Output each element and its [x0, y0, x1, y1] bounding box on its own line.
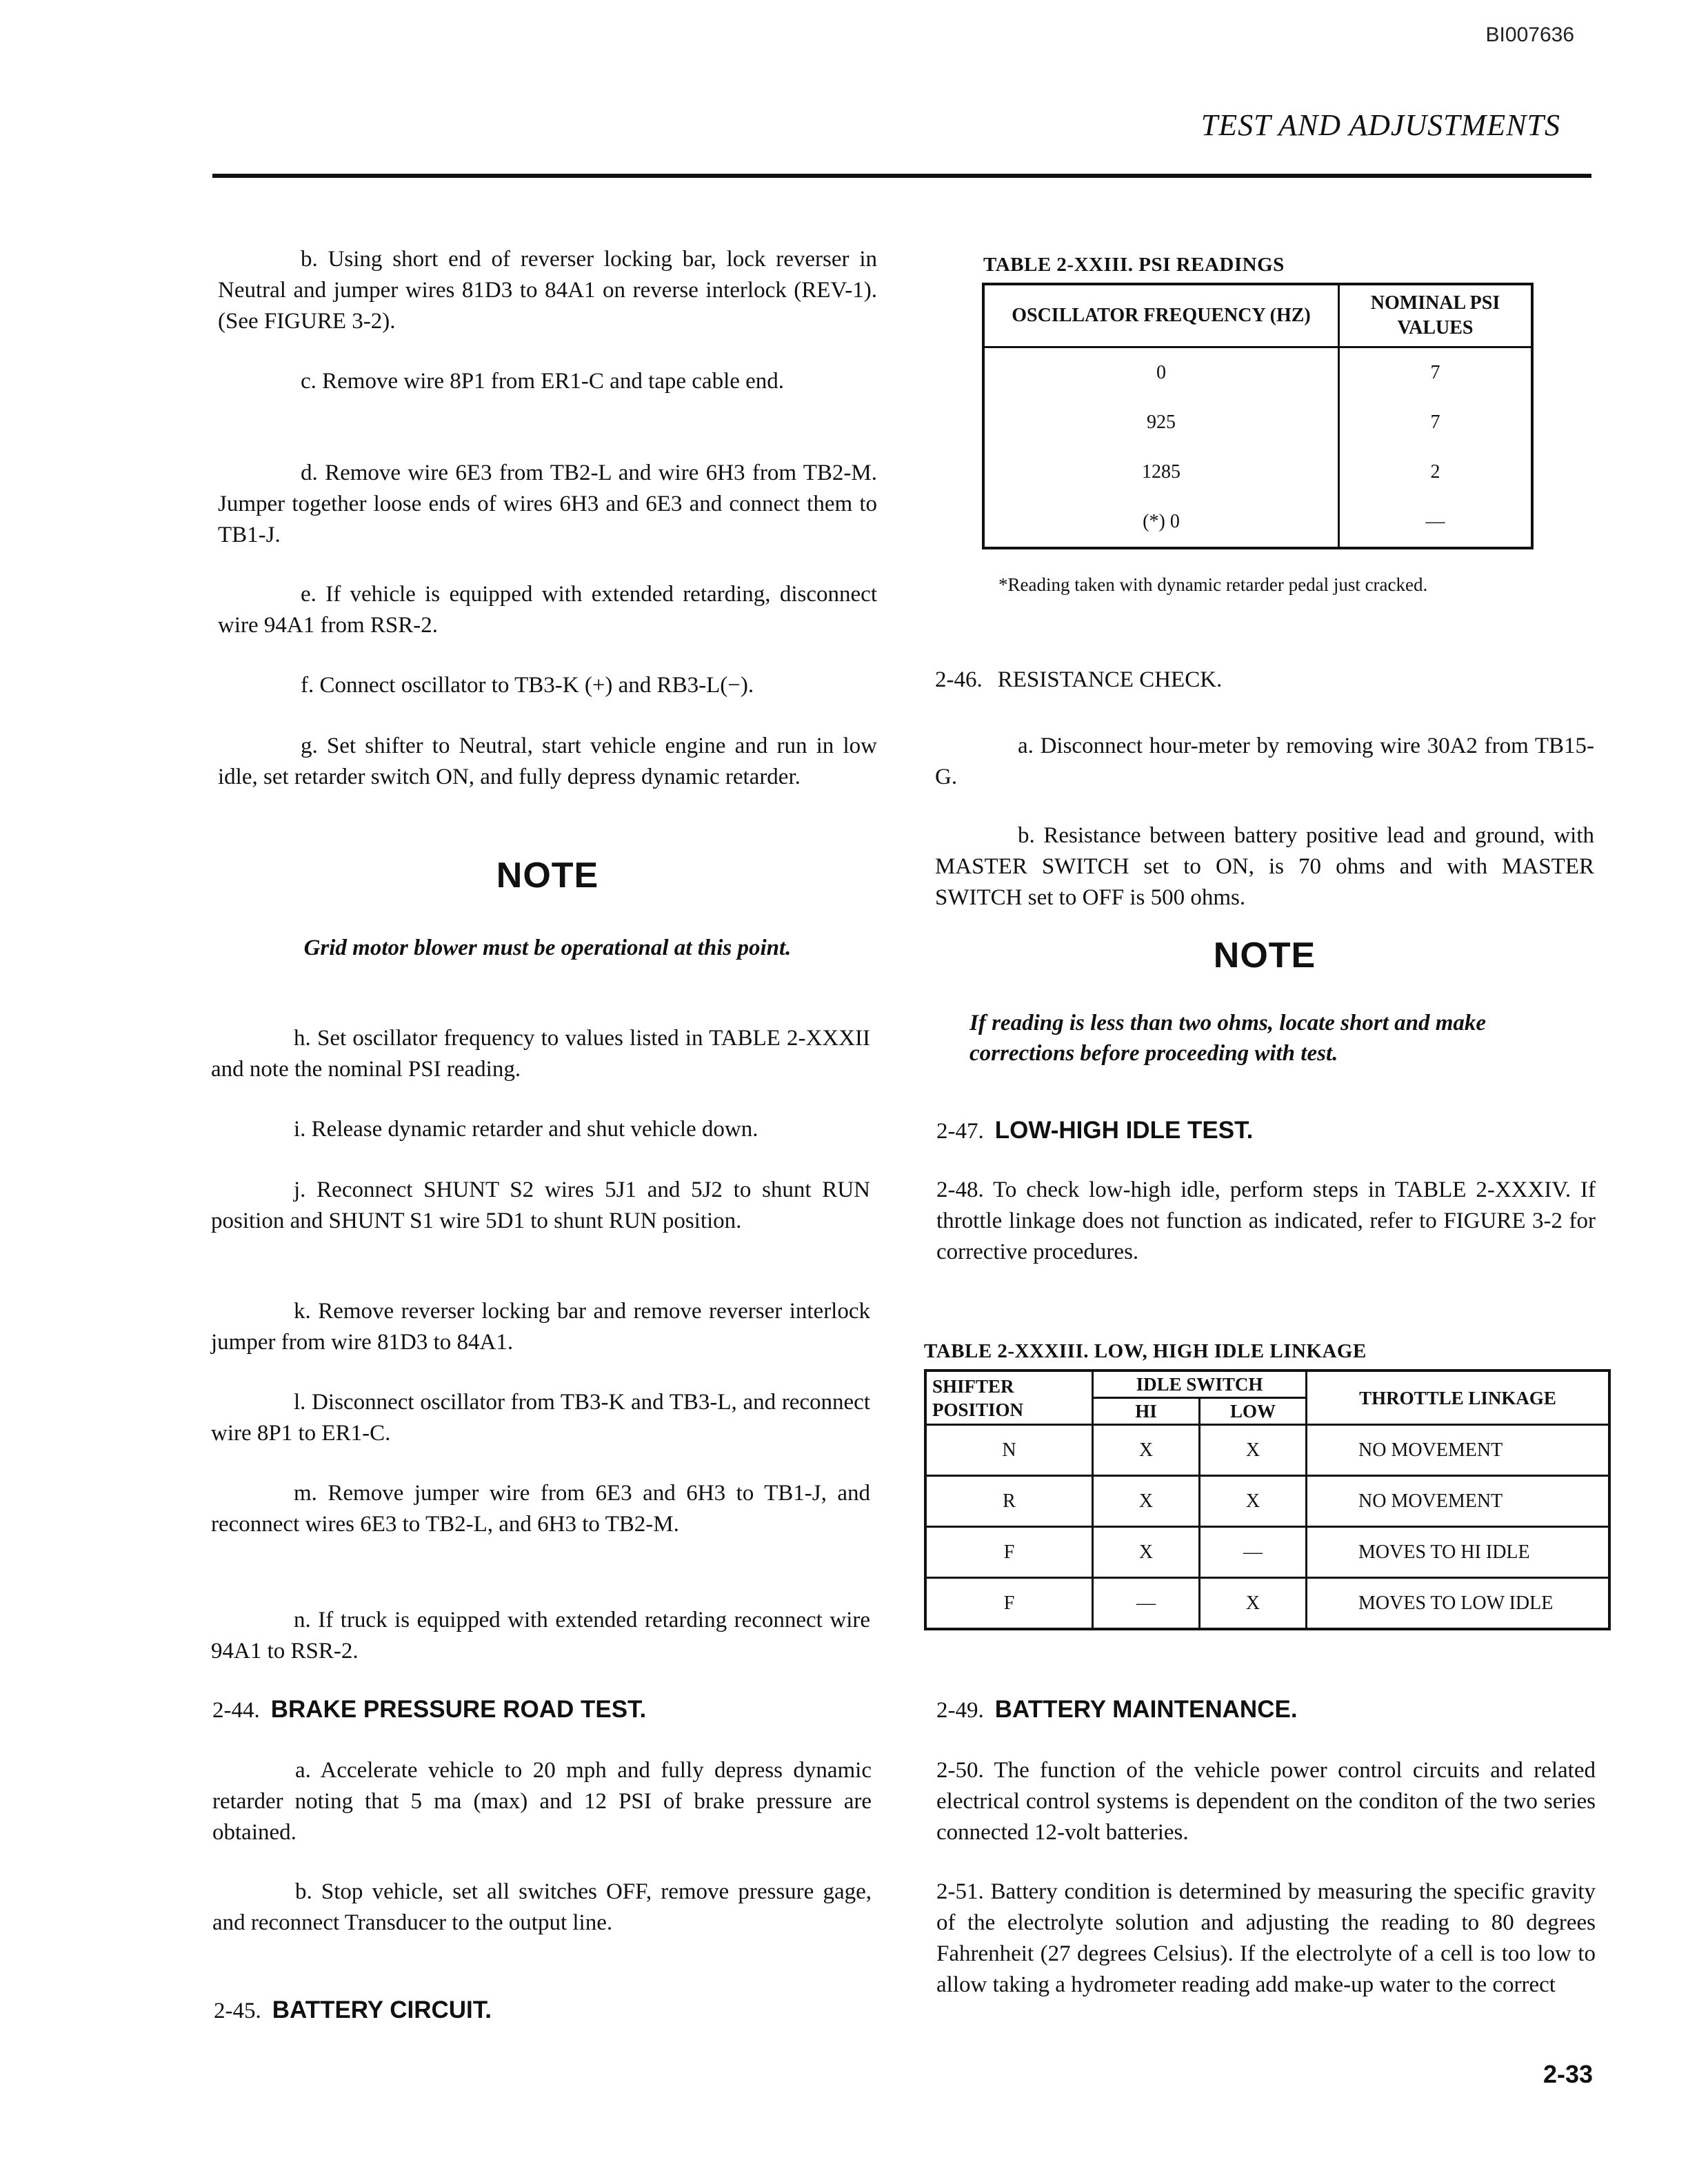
table-cell: X — [1093, 1527, 1200, 1578]
table-psi-caption: TABLE 2-XXIII. PSI READINGS — [983, 254, 1285, 276]
table-cell: MOVES TO LOW IDLE — [1307, 1578, 1610, 1630]
step-n: n. If truck is equipped with extended retarding reconnect wire 94A1 to RSR-2. — [211, 1608, 870, 1664]
table-header: OSCILLATOR FREQUENCY (HZ) — [983, 284, 1339, 347]
table-cell: — — [1200, 1527, 1307, 1578]
table-cell: X — [1093, 1425, 1200, 1476]
section-2-49-heading — [936, 1696, 1298, 1723]
table-idle-caption: TABLE 2-XXXIII. LOW, HIGH IDLE LINKAGE — [924, 1340, 1367, 1362]
page-number: 2-33 — [1543, 2060, 1593, 2088]
step-d: d. Remove wire 6E3 from TB2-L and wire 6H3 from TB2-M. Jumper together loose ends of wires 6H3 and 6E3 and connect them to TB1-J. — [218, 461, 877, 547]
table-cell: 1285 — [983, 447, 1339, 497]
section-title: BRAKE PRESSURE ROAD TEST. — [270, 1696, 647, 1723]
table-cell: X — [1093, 1476, 1200, 1527]
table-row — [983, 497, 1532, 548]
section-title: LOW-HIGH IDLE TEST. — [994, 1117, 1254, 1144]
table-psi-footnote: *Reading taken with dynamic retarder pedal just cracked. — [998, 574, 1428, 595]
table-cell: N — [925, 1425, 1093, 1476]
document-id: BI007636 — [1485, 23, 1574, 46]
table-row — [925, 1476, 1609, 1527]
table-header: LOW — [1200, 1398, 1307, 1425]
table-cell: 0 — [983, 347, 1339, 398]
table-psi-readings — [982, 283, 1534, 549]
step-k: k. Remove reverser locking bar and remove reverser interlock jumper from wire 81D3 to 84A1. — [211, 1299, 870, 1355]
note-text-right: If reading is less than two ohms, locate short and make corrections before proceeding with test. — [969, 1011, 1487, 1066]
paragraph-2-48: 2-48. To check low-high idle, perform steps in TABLE 2-XXXIV. If throttle linkage does not function as indicated, refer to FIGURE 3-2 for corrective procedures. — [936, 1177, 1596, 1264]
table-cell: 925 — [983, 398, 1339, 447]
resistance-step-a: a. Disconnect hour-meter by removing wire 30A2 from TB15-G. — [935, 734, 1594, 789]
step-f: f. Connect oscillator to TB3-K (+) and RB3-L(−). — [301, 673, 754, 698]
table-cell: NO MOVEMENT — [1307, 1476, 1610, 1527]
step-j: j. Reconnect SHUNT S2 wires 5J1 and 5J2 to shunt RUN position and SHUNT S1 wire 5D1 to shunt RUN position. — [211, 1177, 870, 1233]
header-rule — [212, 174, 1591, 178]
table-header: SHIFTER POSITION — [925, 1371, 1093, 1425]
step-m: m. Remove jumper wire from 6E3 and 6H3 to TB1-J, and reconnect wires 6E3 to TB2-L, and 6H3 to TB2-M. — [211, 1481, 870, 1537]
section-2-46-heading — [935, 667, 1222, 693]
table-cell: X — [1200, 1425, 1307, 1476]
step-e: e. If vehicle is equipped with extended retarding, disconnect wire 94A1 from RSR-2. — [218, 582, 877, 638]
table-row — [983, 347, 1532, 398]
table-cell: NO MOVEMENT — [1307, 1425, 1610, 1476]
brake-test-step-a: a. Accelerate vehicle to 20 mph and fully depress dynamic retarder noting that 5 ma (max) and 12 PSI of brake pressure are obtained. — [212, 1758, 872, 1845]
table-cell: R — [925, 1476, 1093, 1527]
table-row — [925, 1425, 1609, 1476]
table-cell: — — [1339, 497, 1533, 548]
step-i: i. Release dynamic retarder and shut vehicle down. — [294, 1117, 758, 1142]
table-cell: X — [1200, 1578, 1307, 1630]
paragraph-2-50: 2-50. The function of the vehicle power control circuits and related electrical control systems is dependent on the conditon of the two series connected 12-volt batteries. — [936, 1758, 1596, 1845]
table-cell: (*) 0 — [983, 497, 1339, 548]
resistance-step-b: b. Resistance between battery positive lead and ground, with MASTER SWITCH set to ON, is 70 ohms and with MASTER SWITCH set to OFF is 500 ohms. — [935, 823, 1594, 910]
table-row — [925, 1527, 1609, 1578]
table-cell: 7 — [1339, 347, 1533, 398]
table-row — [983, 398, 1532, 447]
section-title: BATTERY CIRCUIT. — [272, 1996, 492, 2023]
table-row — [983, 447, 1532, 497]
table-cell: 7 — [1339, 398, 1533, 447]
table-header: THROTTLE LINKAGE — [1307, 1371, 1610, 1425]
table-cell: X — [1200, 1476, 1307, 1527]
section-number: 2-49. — [936, 1698, 984, 1723]
section-title: BATTERY MAINTENANCE. — [994, 1696, 1298, 1723]
step-l: l. Disconnect oscillator from TB3-K and TB3-L, and reconnect wire 8P1 to ER1-C. — [211, 1390, 870, 1446]
table-cell: — — [1093, 1578, 1200, 1630]
note-text-left: Grid motor blower must be operational at this point. — [303, 936, 792, 960]
section-number: 2-46. — [935, 667, 983, 692]
table-header: HI — [1093, 1398, 1200, 1425]
section-number: 2-44. — [212, 1698, 260, 1723]
section-2-47-heading — [936, 1117, 1253, 1144]
note-heading-left: NOTE — [496, 856, 599, 896]
section-2-44-heading — [212, 1696, 646, 1723]
table-cell: F — [925, 1527, 1093, 1578]
step-h: h. Set oscillator frequency to values listed in TABLE 2-XXXII and note the nominal PSI reading. — [211, 1026, 870, 1082]
step-c: c. Remove wire 8P1 from ER1-C and tape cable end. — [301, 369, 785, 394]
section-header-title: TEST AND ADJUSTMENTS — [1200, 108, 1560, 142]
brake-test-step-b: b. Stop vehicle, set all switches OFF, remove pressure gage, and reconnect Transducer to the output line. — [212, 1879, 872, 1935]
note-heading-right: NOTE — [1213, 936, 1316, 975]
section-number: 2-45. — [214, 1999, 261, 2023]
table-header: NOMINAL PSI VALUES — [1339, 284, 1533, 347]
table-cell: MOVES TO HI IDLE — [1307, 1527, 1610, 1578]
step-g: g. Set shifter to Neutral, start vehicle engine and run in low idle, set retarder switch ON, and fully depress dynamic retarder. — [218, 734, 877, 789]
table-header: IDLE SWITCH — [1093, 1371, 1307, 1398]
table-idle-linkage — [924, 1369, 1611, 1630]
paragraph-2-51: 2-51. Battery condition is determined by measuring the specific gravity of the electrolyte solution and adjusting the reading to 80 degrees Fahrenheit (27 degrees Celsius). If the electrolyte of a cell is too low to allow taking a hydrometer reading add make-up water to the correct — [936, 1879, 1596, 1997]
section-title: RESISTANCE CHECK. — [997, 667, 1223, 692]
section-2-45-heading — [214, 1996, 492, 2024]
table-cell: F — [925, 1578, 1093, 1630]
table-row — [925, 1578, 1609, 1630]
table-cell: 2 — [1339, 447, 1533, 497]
section-number: 2-47. — [936, 1119, 984, 1144]
step-b: b. Using short end of reverser locking bar, lock reverser in Neutral and jumper wires 81D3 to 84A1 on reverse interlock (REV-1). (See FIGURE 3-2). — [218, 247, 877, 334]
